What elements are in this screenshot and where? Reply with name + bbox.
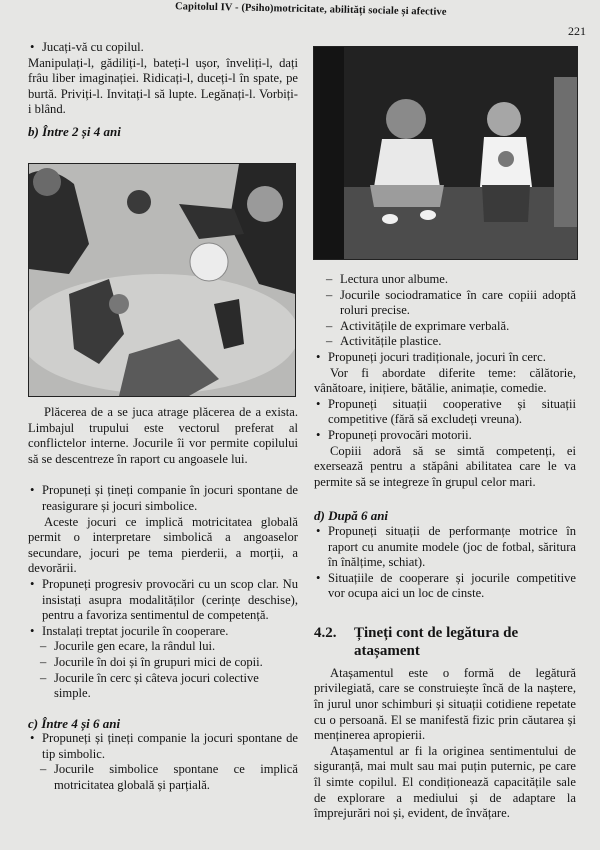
right-column bbox=[314, 272, 576, 822]
bullet-company: • Propuneți și țineți companie în jocuri spontane de reasigurare și jocuri simbolice. bbox=[28, 483, 298, 514]
left-column-top bbox=[28, 40, 298, 140]
paragraph-pleasure: Plăcerea de a se juca atrage plăcerea de a exista. Limbajul trupului este vectorul preferat al conflictelor interne. Jocurile îi vor permite copilului să se descentreze în raport cu angoasele lui. bbox=[28, 405, 298, 466]
heading-4-6-years: c) Între 4 și 6 ani bbox=[28, 715, 121, 731]
bullet-symbolic: • Propuneți și țineți companie la jocuri spontane de tip simbolic. bbox=[28, 731, 298, 762]
bullet-install: • Instalați treptat jocurile în cooperare. bbox=[28, 624, 298, 640]
photo-children-playing-ball bbox=[28, 163, 296, 397]
left-column-bottom bbox=[28, 405, 298, 794]
right-dash-item-2: – Jocurile sociodramatice în care copiii adoptă roluri precise. bbox=[314, 288, 576, 319]
page-number: 221 bbox=[568, 24, 586, 38]
photo-toddlers-sitting bbox=[313, 46, 578, 260]
dash-symbolic: – Jocurile simbolice spontane ce implică motricitatea globală și parțială. bbox=[28, 762, 298, 793]
section-title-text: Țineți cont de legătura de atașament bbox=[354, 624, 519, 659]
play-paragraph: Manipulați-l, gădiliți-l, bateți-l ușor, înveliți-l, dați frâu liber imaginației. Ridicați-l, duceți-l în spate, pe burtă. Priviți-l. Invitați-l să lupte. Legănați-l. Vorbiți-i blând. bbox=[28, 55, 298, 117]
section-number: 4.2. bbox=[314, 624, 337, 641]
bullet-competitive: • Situațiile de cooperare și jocurile competitive vor ocupa aici un loc de cinste. bbox=[314, 571, 576, 602]
heading-after-6-years: d) După 6 ani bbox=[314, 508, 389, 524]
bullet-performance: • Propuneți situații de performanțe motrice în raport cu anumite modele (joc de fotbal, săritura în înălțime, schiat). bbox=[314, 524, 576, 571]
right-dash-item-1: – Lectura unor albume. bbox=[314, 272, 576, 288]
bullet-play: • Jucați-vă cu copilul. bbox=[28, 40, 298, 56]
dash-item-3: – Jocurile în cerc și câteva jocuri colective simple. bbox=[28, 671, 298, 702]
bullet-motor: • Propuneți provocări motorii. bbox=[314, 428, 576, 444]
paragraph-competent: Copiii adoră să se simtă competenți, ei exersează pentru a stăpâni abilitatea care le va permite să se integreze în grupul celor mari. bbox=[314, 443, 576, 489]
paragraph-origin: Atașamentul ar fi la originea sentimentului de siguranță, mai mult sau mai puțin puternic, pe care îl simte copilul. El condiționează capacitățile sale de explorare a mediului și de adaptare la împrejurări noi și, evident, de învățare. bbox=[314, 743, 576, 821]
running-header: Capitolul IV - (Psiho)motricitate, abilități sociale și afective bbox=[174, 1, 447, 18]
dash-item-1: – Jocurile gen ecare, la rândul lui. bbox=[28, 639, 298, 655]
heading-2-4-years: b) Între 2 și 4 ani bbox=[28, 123, 121, 139]
bullet-progressive: • Propuneți progresiv provocări cu un scop clar. Nu insistați asupra modalităților (cerințe deschise), pentru a favoriza sentimentul de competență. bbox=[28, 577, 298, 624]
paragraph-attachment: Atașamentul este o formă de legătură privilegiată, care se construiește încă de la naștere, în jurul unor schimburi și situații cotidiene repetate cu o persoană. El se manifestă fizic prin căutarea și menținerea apropierii. bbox=[314, 665, 576, 743]
right-dash-item-3: – Activitățile de exprimare verbală. bbox=[314, 319, 576, 335]
dash-item-2: – Jocurile în doi și în grupuri mici de copii. bbox=[28, 655, 298, 671]
section-title bbox=[314, 624, 576, 660]
paragraph-games: Aceste jocuri ce implică motricitatea globală permit o interpretare simbolică a angoaselor secundare, jocuri pe tema pierderii, a morții, a devorării. bbox=[28, 514, 298, 576]
bullet-cooperative: • Propuneți situații cooperative și situații competitive (fără să excludeți vreuna). bbox=[314, 397, 576, 428]
bullet-traditional: • Propuneți jocuri tradiționale, jocuri în cerc. bbox=[314, 350, 576, 366]
right-dash-item-4: – Activitățile plastice. bbox=[314, 334, 576, 350]
paragraph-themes: Vor fi abordate diferite teme: călătorie, vânătoare, inițiere, bătălie, animație, comedie. bbox=[314, 365, 576, 396]
